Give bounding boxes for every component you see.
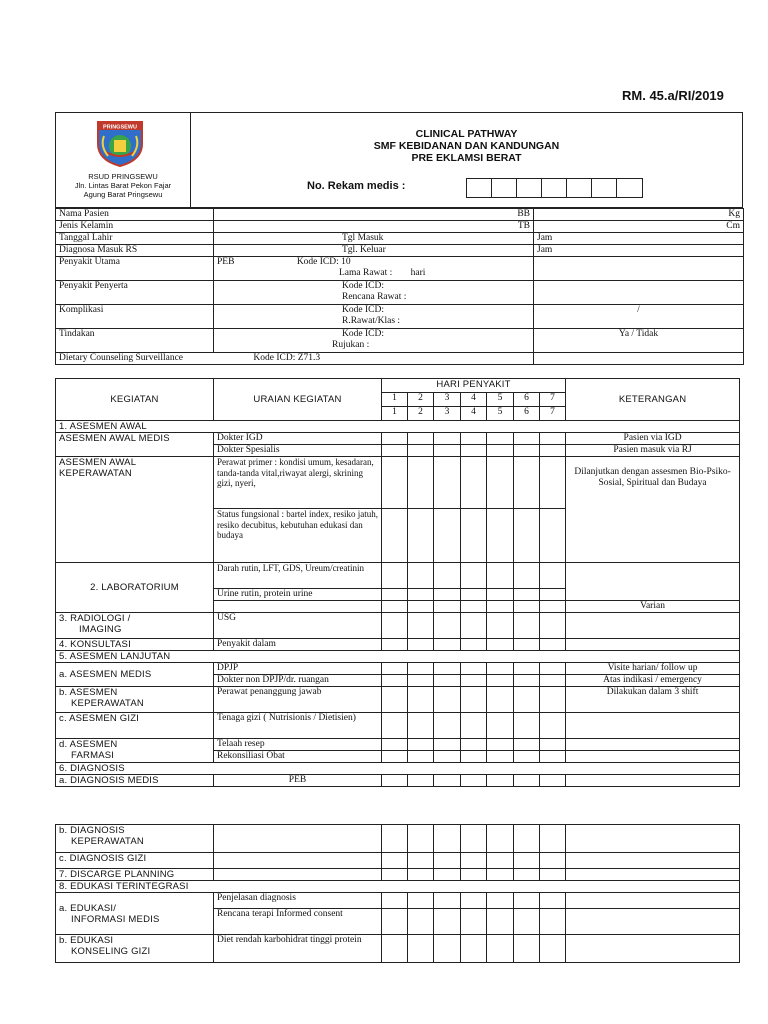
day-6: 6: [514, 407, 540, 421]
label-cm: Cm: [534, 221, 744, 233]
uraian-dokter-igd: Dokter IGD: [214, 433, 382, 445]
label-bb: BB: [214, 209, 534, 221]
label-nama: Nama Pasien: [56, 209, 214, 221]
uraian-perawat-pj: Perawat penanggung jawab: [214, 687, 382, 713]
hospital-logo: [92, 116, 148, 168]
medical-record-number-boxes[interactable]: [466, 178, 643, 198]
record-digit-box[interactable]: [567, 179, 592, 197]
header-hari-penyakit: HARI PENYAKIT: [382, 379, 566, 393]
asesmen-awal-keperawatan: [56, 457, 214, 563]
uraian-dokter-spesialis: Dokter Spesialis: [214, 445, 382, 457]
day-3: 3: [434, 407, 461, 421]
label-rencana-rawat: Rencana Rawat :: [342, 292, 407, 302]
day-4: 4: [461, 407, 487, 421]
label-rujukan: Rujukan :: [332, 340, 370, 350]
penyakit-utama-value: PEB: [217, 257, 235, 267]
record-digit-box[interactable]: [492, 179, 517, 197]
label-tgl-keluar: Tgl. Keluar: [214, 245, 534, 257]
header-uraian: URAIAN KEGIATAN: [214, 379, 382, 421]
label-diagnosa-masuk: Diagnosa Masuk RS: [56, 245, 214, 257]
uraian-urine-rutin: Urine rutin, protein urine: [214, 589, 382, 601]
uraian-diet: Diet rendah karbohidrat tinggi protein: [214, 935, 382, 963]
uraian-perawat-primer: Perawat primer : kondisi umum, kesadaran, tanda-tanda vital,riwayat alergi, skrining gizi, nyeri,: [214, 457, 382, 509]
label-dietary: Dietary Counseling Surveillance: [59, 353, 183, 363]
day-2: 2: [408, 393, 434, 407]
label-komplikasi: Komplikasi: [56, 305, 214, 329]
b-diag-line2: KEPERAWATAN: [71, 836, 144, 847]
uraian-usg: USG: [214, 613, 382, 639]
label-jam-masuk: Jam: [534, 233, 744, 245]
ket-pasien-igd: Pasien via IGD: [566, 433, 740, 445]
uraian-rekonsiliasi-obat: Rekonsiliasi Obat: [214, 751, 382, 763]
day-2: 2: [408, 407, 434, 421]
b-kep-line1: b. ASESMEN: [59, 687, 118, 698]
uraian-penjelasan-diagnosis: Penjelasan diagnosis: [214, 893, 382, 909]
uraian-dokter-non-dpjp: Dokter non DPJP/dr. ruangan: [214, 675, 382, 687]
label-kode-icd-penyerta: Kode ICD:: [342, 281, 384, 291]
header-kegiatan: KEGIATAN: [56, 379, 214, 421]
tindakan-cell: [214, 329, 534, 353]
label-jenis-kelamin: Jenis Kelamin: [56, 221, 214, 233]
d-far-line2: FARMASI: [71, 750, 115, 761]
hospital-name: RSUD PRINGSEWU: [88, 172, 158, 181]
section-discharge-planning: 7. DISCARGE PLANNING: [56, 869, 214, 881]
title-clinical-pathway: CLINICAL PATHWAY: [415, 128, 518, 140]
asesmen-awal-medis: ASESMEN AWAL MEDIS: [56, 433, 214, 457]
diagnosis-medis: a. DIAGNOSIS MEDIS: [56, 775, 214, 787]
label-penyakit-penyerta: Penyakit Penyerta: [56, 281, 214, 305]
label-hari: hari: [410, 268, 426, 278]
record-digit-box[interactable]: [467, 179, 492, 197]
label-kode-icd-10: Kode ICD: 10: [296, 257, 351, 267]
ket-visite: Visite harian/ follow up: [566, 663, 740, 675]
radiologi-line2: IMAGING: [79, 624, 122, 635]
label-tb: TB: [214, 221, 534, 233]
asesmen-awal-kep-line1: ASESMEN AWAL: [59, 457, 137, 468]
record-digit-box[interactable]: [542, 179, 567, 197]
record-digit-box[interactable]: [592, 179, 617, 197]
uraian-tenaga-gizi: Tenaga gizi ( Nutrisionis / Dietisien): [214, 713, 382, 739]
day-1: 1: [382, 393, 408, 407]
hospital-info: [58, 172, 188, 199]
diagnosis-keperawatan: [56, 825, 214, 853]
label-tgl-masuk: Tgl Masuk: [214, 233, 534, 245]
kelas-slash: /: [534, 305, 744, 329]
section-asesmen-lanjutan: 5. ASESMEN LANJUTAN: [56, 651, 740, 663]
label-kode-icd-komplikasi: Kode ICD:: [342, 305, 384, 315]
section-diagnosis: 6. DIAGNOSIS: [56, 763, 740, 775]
komplikasi-cell: [214, 305, 534, 329]
label-kode-icd-z: Kode ICD: Z71.3: [253, 353, 321, 363]
section-laboratorium: 2. LABORATORIUM: [56, 563, 214, 613]
asesmen-awal-kep-line2: KEPERAWATAN: [59, 468, 132, 479]
ket-atas-indikasi: Atas indikasi / emergency: [566, 675, 740, 687]
uraian-penyakit-dalam: Penyakit dalam: [214, 639, 382, 651]
b-edu-line1: b. EDUKASI: [59, 935, 114, 946]
ket-varian: Varian: [566, 601, 740, 613]
label-kg: Kg: [534, 209, 744, 221]
asesmen-farmasi: [56, 739, 214, 763]
patient-info-table: [55, 208, 744, 365]
asesmen-gizi: c. ASESMEN GIZI: [56, 713, 214, 739]
b-diag-line1: b. DIAGNOSIS: [59, 825, 125, 836]
edukasi-konseling-gizi: [56, 935, 214, 963]
uraian-dpjp: DPJP: [214, 663, 382, 675]
asesmen-medis-lanjutan: a. ASESMEN MEDIS: [56, 663, 214, 687]
medical-record-label: No. Rekam medis :: [307, 180, 406, 192]
asesmen-keperawatan-lanjutan: [56, 687, 214, 713]
section-radiologi: [56, 613, 214, 639]
ket-keperawatan: Dilanjutkan dengan assesmen Bio-Psiko-Sosial, Spiritual dan Budaya: [566, 457, 740, 563]
section-konsultasi: 4. KONSULTASI: [56, 639, 214, 651]
document-titles: [190, 128, 743, 164]
day-7: 7: [540, 393, 566, 407]
label-lama-rawat: Lama Rawat :: [339, 268, 393, 278]
label-r-rawat: R.Rawat/Klas :: [342, 316, 401, 326]
penyakit-utama-cell: [214, 257, 534, 281]
day-5: 5: [487, 407, 514, 421]
b-edu-line2: KONSELING GIZI: [71, 946, 151, 957]
uraian-status-fungsional: Status fungsional : bartel index, resiko jatuh, resiko decubitus, kebutuhan edukasi dan budaya: [214, 509, 382, 563]
dietary-row: [56, 353, 534, 365]
record-digit-box[interactable]: [517, 179, 542, 197]
day-5: 5: [487, 393, 514, 407]
label-penyakit-utama: Penyakit Utama: [56, 257, 214, 281]
uraian-darah-rutin: Darah rutin, LFT, GDS, Ureum/creatinin: [214, 563, 382, 589]
pathway-table-continued: [55, 824, 740, 963]
title-smf: SMF KEBIDANAN DAN KANDUNGAN: [373, 140, 560, 152]
section-asesmen-awal: 1. ASESMEN AWAL: [56, 421, 740, 433]
day-7: 7: [540, 407, 566, 421]
section-edukasi: 8. EDUKASI TERINTEGRASI: [56, 881, 740, 893]
title-diagnosis: PRE EKLAMSI BERAT: [411, 152, 522, 164]
label-tindakan: Tindakan: [56, 329, 214, 353]
a-edu-line2: INFORMASI MEDIS: [71, 913, 160, 925]
day-3: 3: [434, 393, 461, 407]
ket-pasien-rj: Pasien masuk via RJ: [566, 445, 740, 457]
record-digit-box[interactable]: [617, 179, 642, 197]
hospital-address-2: Agung Barat Pringsewu: [83, 190, 163, 199]
pathway-table: [55, 378, 740, 787]
label-kode-icd-tindakan: Kode ICD:: [342, 329, 384, 339]
document-code: RM. 45.a/RI/2019: [622, 88, 724, 103]
day-1: 1: [382, 407, 408, 421]
logo-text: PRINGSEWU: [103, 124, 137, 131]
day-4: 4: [461, 393, 487, 407]
rujukan-ya-tidak: Ya / Tidak: [534, 329, 744, 353]
diagnosis-medis-value: PEB: [214, 775, 382, 787]
label-tanggal-lahir: Tanggal Lahir: [56, 233, 214, 245]
d-far-line1: d. ASESMEN: [59, 739, 118, 750]
header-keterangan: KETERANGAN: [566, 379, 740, 421]
uraian-telaah-resep: Telaah resep: [214, 739, 382, 751]
radiologi-line1: 3. RADIOLOGI /: [59, 613, 131, 624]
ket-3-shift: Dilakukan dalam 3 shift: [566, 687, 740, 713]
edukasi-informasi-medis: [56, 893, 214, 935]
penyerta-cell: [214, 281, 534, 305]
diagnosis-gizi: c. DIAGNOSIS GIZI: [56, 853, 214, 869]
a-edu-line1: a. EDUKASI/: [59, 902, 117, 914]
hospital-address-1: Jln. Lintas Barat Pekon Fajar: [74, 181, 172, 190]
b-kep-line2: KEPERAWATAN: [71, 698, 144, 709]
uraian-rencana-terapi: Rencana terapi Informed consent: [214, 909, 382, 935]
label-jam-keluar: Jam: [534, 245, 744, 257]
day-6: 6: [514, 393, 540, 407]
